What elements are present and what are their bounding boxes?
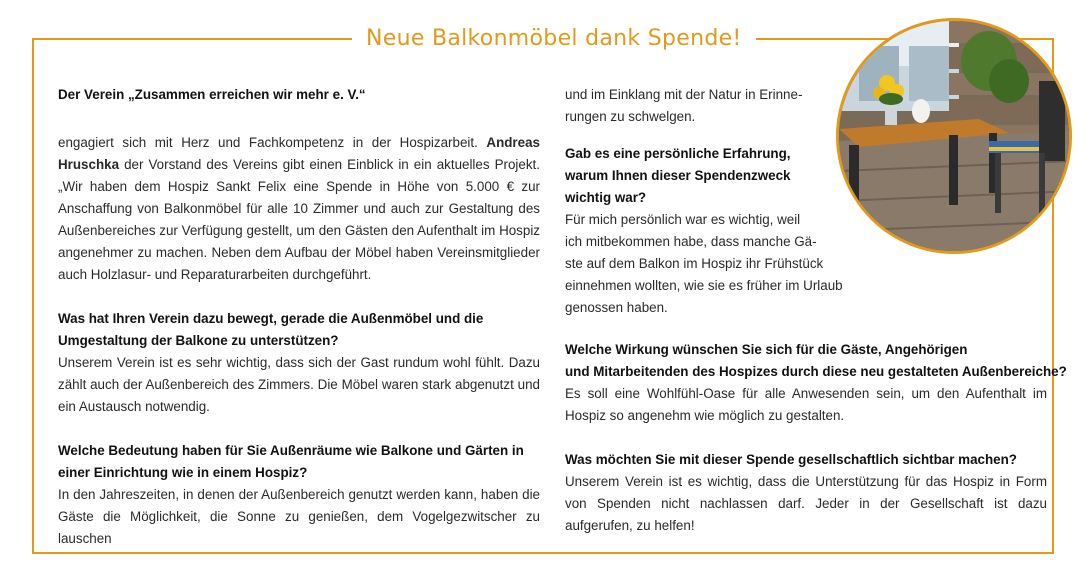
column-right bbox=[565, 84, 1067, 537]
answer-3-line-2: ich mitbekommen habe, dass manche Gä- bbox=[565, 234, 817, 249]
intro-text-pre: engagiert sich mit Herz und Fachkompetenz in der Hospizarbeit. bbox=[58, 135, 478, 150]
question-5: Was möchten Sie mit dieser Spende gesellschaftlich sichtbar machen? bbox=[565, 452, 1017, 467]
intro-heading: Der Verein „Zusammen erreichen wir mehr e. V.“ bbox=[58, 87, 366, 102]
question-2: Welche Bedeutung haben für Sie Außenräume wie Balkone und Gärten in einer Einrichtung wie in einem Hospiz? bbox=[58, 443, 524, 480]
article-title: Neue Balkonmöbel dank Spende! bbox=[366, 25, 742, 51]
question-4-line-2: und Mitarbeitenden des Hospizes durch diese neu gestalteten Außenbereiche? bbox=[565, 364, 1067, 379]
answer-3-line-3: ste auf dem Balkon im Hospiz ihr Frühstück bbox=[565, 256, 824, 271]
title-banner bbox=[352, 18, 756, 58]
column-left bbox=[58, 84, 540, 550]
answer-3-line-1: Für mich persönlich war es wichtig, weil bbox=[565, 212, 801, 227]
question-3-line-1: Gab es eine persönliche Erfahrung, bbox=[565, 146, 791, 161]
answer-2-continued-line-2: rungen zu schwelgen. bbox=[565, 109, 696, 124]
answer-4: Es soll eine Wohlfühl-Oase für alle Anwesenden sein, um den Aufenthalt im Hospiz so angenehm wie möglich zu gestalten. bbox=[565, 386, 1047, 423]
answer-3-line-5: genossen haben. bbox=[565, 300, 668, 315]
answer-2: In den Jahreszeiten, in denen der Außenbereich genutzt werden kann, haben die Gäste die Möglichkeit, die Sonne zu genießen, dem Vogelgezwitscher zu lauschen bbox=[58, 487, 540, 546]
answer-3-line-4: einnehmen wollten, wie sie es früher im Urlaub bbox=[565, 278, 843, 293]
question-4-line-1: Welche Wirkung wünschen Sie sich für die Gäste, Angehörigen bbox=[565, 342, 968, 357]
question-1: Was hat Ihren Verein dazu bewegt, gerade die Außenmöbel und die Umgestaltung der Balkone zu unterstützen? bbox=[58, 311, 484, 348]
intro-text-post: der Vorstand des Vereins gibt einen Einblick in ein aktuelles Projekt. „Wir haben dem Hospiz Sankt Felix eine Spende in Höhe von 5.000 € zur Anschaffung von Balkonmöbel für alle 10 Zimmer und auch zur Gestaltung des Außenbereiches zur Verfügung gestellt, um den Gästen den Aufenthalt im Hospiz angenehmer zu machen. Neben dem Aufbau der Möbel haben Vereinsmitglieder auch Holzlasur- und Reparaturarbeiten durchgeführt. bbox=[58, 157, 540, 282]
question-3-line-2: warum Ihnen dieser Spendenzweck bbox=[565, 168, 791, 183]
intro-paragraph bbox=[58, 132, 540, 286]
author-name: Andreas Hruschka bbox=[58, 135, 540, 172]
question-3-line-3: wichtig war? bbox=[565, 190, 647, 205]
answer-1: Unserem Verein ist es sehr wichtig, dass sich der Gast rundum wohl fühlt. Dazu zählt auch der Außenbereich des Zimmers. Die Möbel waren stark abgenutzt und ein Austausch notwendig. bbox=[58, 355, 540, 414]
answer-2-continued-line-1: und im Einklang mit der Natur in Erinne- bbox=[565, 87, 803, 102]
answer-5: Unserem Verein ist es wichtig, dass die Unterstützung für das Hospiz in Form von Spenden nicht nachlassen darf. Jeder in der Gesellschaft ist dazu aufgerufen, zu helfen! bbox=[565, 474, 1047, 533]
